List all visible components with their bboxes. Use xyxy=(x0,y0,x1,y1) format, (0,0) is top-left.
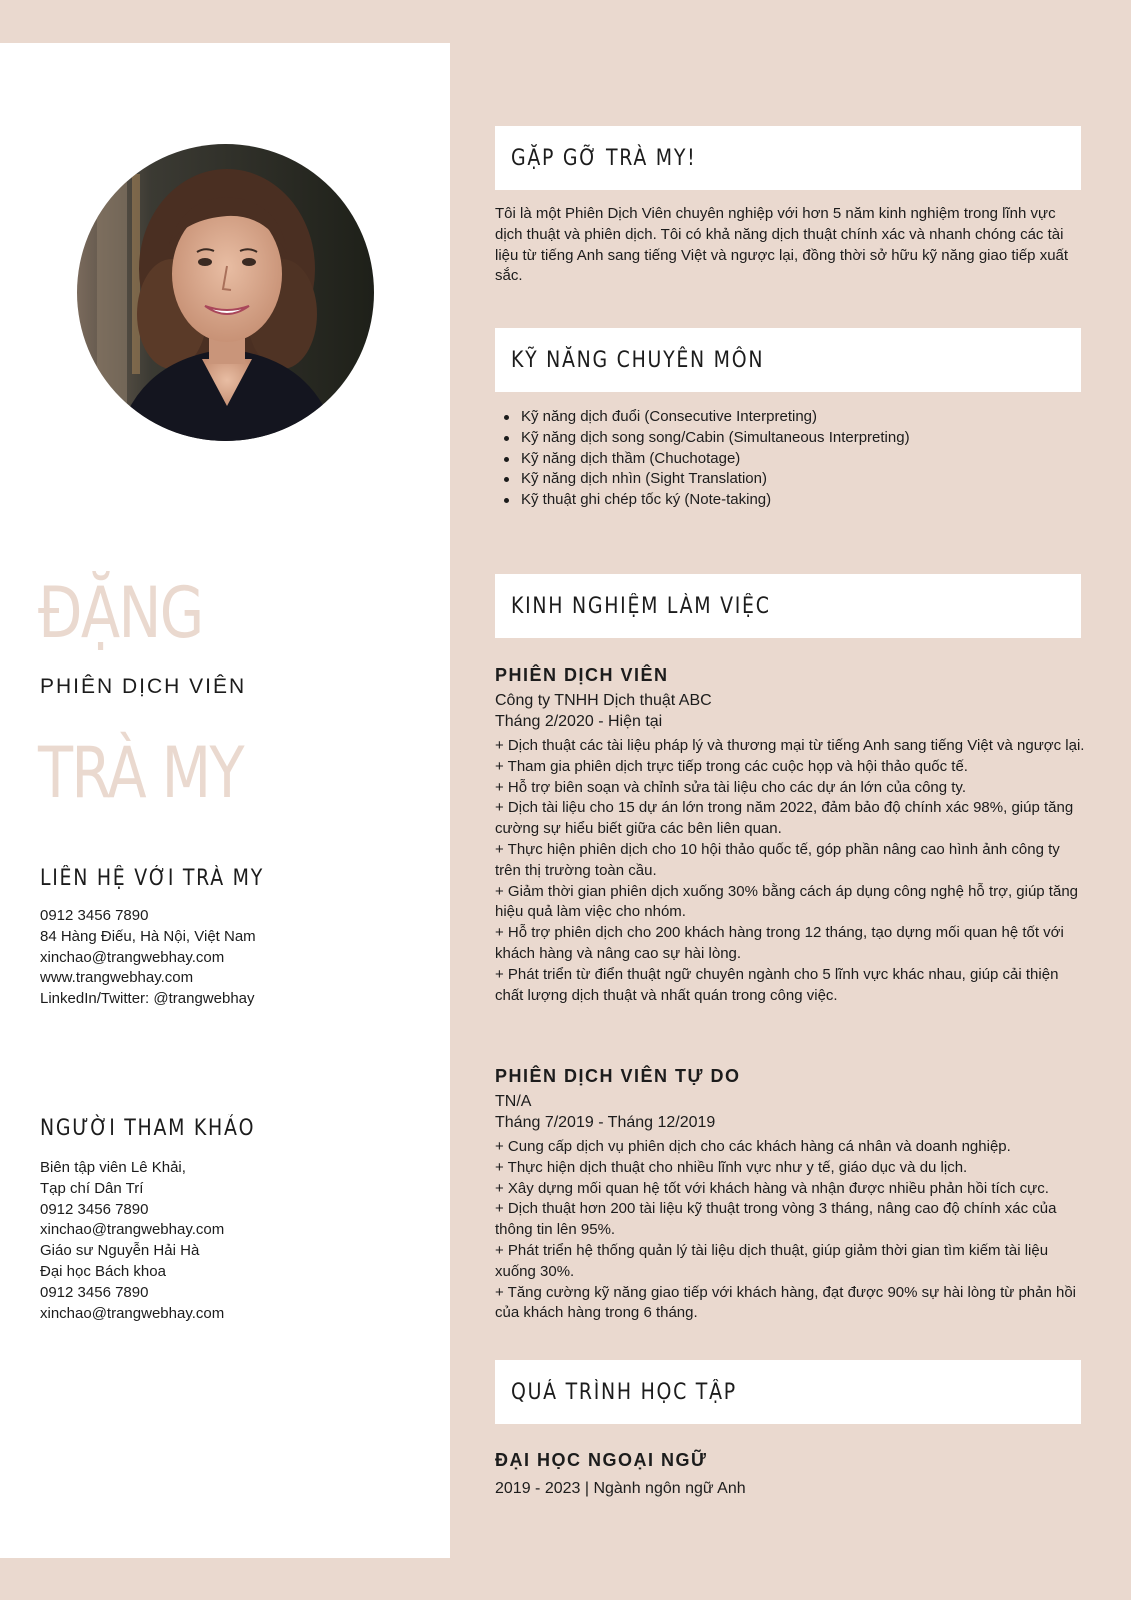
education-school: ĐẠI HỌC NGOẠI NGỮ xyxy=(495,1450,708,1470)
skill-item: Kỹ thuật ghi chép tốc ký (Note-taking) xyxy=(521,490,910,511)
job-bullet: + Phát triển từ điển thuật ngữ chuyên ngành cho 5 lĩnh vực khác nhau, giúp cải thiện chất lượng dịch thuật và nhất quán trong công việc. xyxy=(495,965,1059,1004)
skills-list xyxy=(521,407,910,511)
job-bullet: + Xây dựng mối quan hệ tốt với khách hàng và nhận được nhiều phản hồi tích cực. xyxy=(495,1179,1049,1197)
experience-header xyxy=(495,574,1081,638)
profile-photo xyxy=(77,144,374,441)
contact-list xyxy=(40,906,256,1010)
skills-header xyxy=(495,328,1081,392)
contact-website: www.trangwebhay.com xyxy=(40,969,194,987)
contact-email: xinchao@trangwebhay.com xyxy=(40,948,225,966)
skill-item: Kỹ năng dịch nhìn (Sight Translation) xyxy=(521,469,910,490)
reference-line: Đại học Bách khoa xyxy=(40,1262,166,1280)
job-bullet: + Tham gia phiên dịch trực tiếp trong các cuộc họp và hội thảo quốc tế. xyxy=(495,757,968,775)
references-list xyxy=(40,1158,224,1324)
contact-heading: LIÊN HỆ VỚI TRÀ MY xyxy=(40,866,264,891)
education-detail: 2019 - 2023 | Ngành ngôn ngữ Anh xyxy=(495,1480,746,1497)
job-2-bullets xyxy=(495,1137,1085,1324)
job-1-company: Công ty TNHH Dịch thuật ABC xyxy=(495,692,712,709)
job-bullet: + Giảm thời gian phiên dịch xuống 30% bằng cách áp dụng công nghệ hỗ trợ, giúp tăng hiệu quả làm việc cho nhóm. xyxy=(495,882,1079,921)
job-2-period: Tháng 7/2019 - Tháng 12/2019 xyxy=(495,1114,716,1131)
reference-line: 0912 3456 7890 xyxy=(40,1200,149,1218)
reference-line: xinchao@trangwebhay.com xyxy=(40,1221,225,1239)
reference-line: xinchao@trangwebhay.com xyxy=(40,1304,225,1322)
candidate-title: PHIÊN DỊCH VIÊN xyxy=(40,675,247,698)
job-2-meta xyxy=(495,1091,715,1133)
reference-line: 0912 3456 7890 xyxy=(40,1283,149,1301)
about-header xyxy=(495,126,1081,190)
name-line-2: TRÀ MY xyxy=(38,732,243,814)
about-text: Tôi là một Phiên Dịch Viên chuyên nghiệp với hơn 5 năm kinh nghiệm trong lĩnh vực dịch thuật và phiên dịch. Tôi có khả năng dịch thuật chính xác và nhanh chóng các tài liệu từ tiếng Anh sang tiếng Việt và ngược lại, đồng thời sở hữu kỹ năng giao tiếp xuất sắc. xyxy=(495,205,1069,285)
skills-heading: KỸ NĂNG CHUYÊN MÔN xyxy=(511,347,765,373)
job-1-period: Tháng 2/2020 - Hiện tại xyxy=(495,713,663,730)
portrait-image xyxy=(77,144,374,441)
job-bullet: + Phát triển hệ thống quản lý tài liệu dịch thuật, giúp giảm thời gian tìm kiếm tài liệu xuống 30%. xyxy=(495,1241,1049,1280)
contact-address: 84 Hàng Điếu, Hà Nội, Việt Nam xyxy=(40,927,256,945)
skill-item: Kỹ năng dịch song song/Cabin (Simultaneous Interpreting) xyxy=(521,428,910,449)
contact-phone: 0912 3456 7890 xyxy=(40,907,149,924)
reference-line: Giáo sư Nguyễn Hải Hà xyxy=(40,1242,200,1260)
reference-line: Biên tập viên Lê Khải, xyxy=(40,1159,186,1176)
name-line-1: ĐẶNG xyxy=(38,572,203,654)
education-heading: QUÁ TRÌNH HỌC TẬP xyxy=(511,1379,737,1405)
reference-line: Tạp chí Dân Trí xyxy=(40,1179,144,1197)
job-bullet: + Dịch thuật hơn 200 tài liệu kỹ thuật trong vòng 3 tháng, nâng cao độ chính xác của thông tin lên 95%. xyxy=(495,1200,1057,1239)
education-header xyxy=(495,1360,1081,1424)
job-bullet: + Cung cấp dịch vụ phiên dịch cho các khách hàng cá nhân và doanh nghiệp. xyxy=(495,1138,1011,1155)
job-bullet: + Thực hiện phiên dịch cho 10 hội thảo quốc tế, góp phần nâng cao hình ảnh công ty trên thị trường toàn cầu. xyxy=(495,840,1060,879)
job-bullet: + Hỗ trợ phiên dịch cho 200 khách hàng trong 12 tháng, tạo dựng mối quan hệ tốt với khách hàng và nâng cao sự hài lòng. xyxy=(495,924,1064,962)
job-bullet: + Dịch thuật các tài liệu pháp lý và thương mại từ tiếng Anh sang tiếng Việt và ngược lại. xyxy=(495,737,1085,754)
skill-item: Kỹ năng dịch thầm (Chuchotage) xyxy=(521,449,910,470)
job-1-role: PHIÊN DỊCH VIÊN xyxy=(495,665,669,685)
job-1-bullets xyxy=(495,736,1085,1006)
job-bullet: + Tăng cường kỹ năng giao tiếp với khách hàng, đạt được 90% sự hài lòng từ phản hồi của khách hàng trong 6 tháng. xyxy=(495,1283,1077,1322)
skill-item: Kỹ năng dịch đuổi (Consecutive Interpreting) xyxy=(521,407,910,428)
job-bullet: + Hỗ trợ biên soạn và chỉnh sửa tài liệu cho các dự án lớn của công ty. xyxy=(495,778,966,796)
about-heading: GẶP GỠ TRÀ MY! xyxy=(511,145,697,171)
experience-heading: KINH NGHIỆM LÀM VIỆC xyxy=(511,593,771,619)
job-2-company: TN/A xyxy=(495,1093,532,1110)
job-2-role: PHIÊN DỊCH VIÊN TỰ DO xyxy=(495,1066,741,1086)
job-bullet: + Dịch tài liệu cho 15 dự án lớn trong năm 2022, đảm bảo độ chính xác 98%, giúp tăng cường sự hiểu biết giữa các bên liên quan. xyxy=(495,799,1074,838)
job-bullet: + Thực hiện dịch thuật cho nhiều lĩnh vực như y tế, giáo dục và du lịch. xyxy=(495,1158,968,1176)
references-heading: NGƯỜI THAM KHẢO xyxy=(40,1116,256,1141)
job-1-meta xyxy=(495,690,712,732)
contact-social: LinkedIn/Twitter: @trangwebhay xyxy=(40,990,255,1008)
